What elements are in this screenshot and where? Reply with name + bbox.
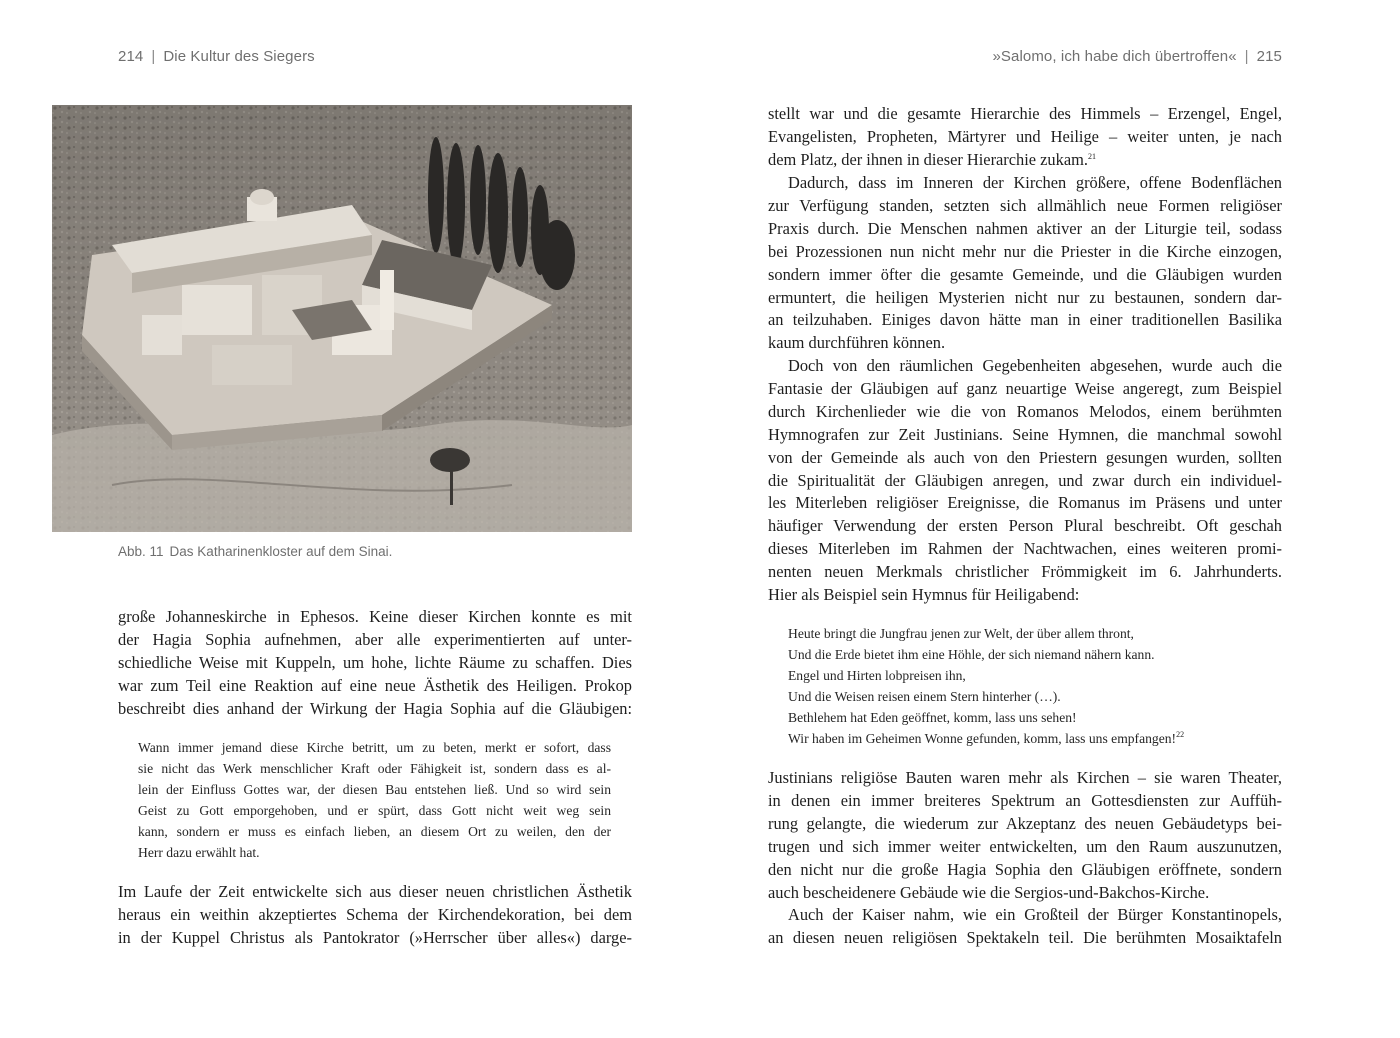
poem-line: Engel und Hirten lobpreisen ihn, — [788, 668, 966, 684]
right-column-para3 — [768, 355, 1282, 607]
text-line: Justinians religiöse Bauten waren mehr als Kirchen – sie waren Theater, — [768, 768, 1282, 787]
text-line: Doch von den räumlichen Gegebenheiten abgesehen, wurde auch die — [788, 356, 1282, 375]
text-line: an teilzuhaben. Einiges davon hätte man in einer traditionellen Basilika — [768, 310, 1282, 330]
monastery-photo — [52, 105, 632, 532]
text-line: stellt war und die gesamte Hierarchie des Himmels – Erzengel, Engel, — [768, 104, 1282, 123]
running-head-left — [118, 48, 315, 65]
poem-line: Heute bringt die Jungfrau jenen zur Welt, der über allem thront, — [788, 626, 1134, 641]
left-column-para2 — [118, 881, 632, 950]
right-column-poem — [788, 623, 1258, 750]
text-line: ermuntert, die heiligen Mysterien nicht nur zu bestaunen, sondern dar- — [768, 287, 1282, 307]
text-line: Hier als Beispiel sein Hymnus für Heiligabend: — [768, 585, 1080, 605]
running-head-right — [992, 48, 1282, 65]
text-line: kaum durchführen können. — [768, 333, 946, 353]
text-line: große Johanneskirche in Ephesos. Keine dieser Kirchen konnte es mit — [118, 607, 632, 626]
separator-bar: | — [1244, 48, 1249, 65]
text-line: an diesen neuen religiösen Spektakeln teil. Die berühmten Mosaiktafeln — [768, 927, 1282, 947]
right-column-para2 — [768, 172, 1282, 355]
quote-line: kann, sondern er muss es einfach lieben, an diesem Ort zu weilen, den der — [138, 824, 611, 840]
text-line: zur Verfügung standen, setzten sich allmählich neue Formen religiöser — [768, 195, 1282, 215]
text-line: in denen ein immer breiteres Spektrum an Gottesdiensten zur Auffüh- — [768, 790, 1282, 810]
text-line: der Hagia Sophia aufnehmen, aber alle experimentierten auf unter- — [118, 629, 632, 649]
text-line: rung gelangte, die wiederum zur Akzeptanz des neuen Gebäudetyps bei- — [768, 813, 1282, 833]
quote-line: lein der Einfluss Gottes war, der diesen Bau entstehen ließ. Und so wird sein — [138, 782, 611, 798]
poem-line-with-footnote — [788, 728, 1258, 749]
quote-line: Wann immer jemand diese Kirche betritt, um zu beten, merkt er sofort, dass — [138, 740, 611, 755]
poem-line: Und die Erde bietet ihm eine Höhle, der sich niemand nähern kann. — [788, 647, 1155, 663]
right-column-para5 — [768, 904, 1282, 950]
text-line: Evangelisten, Propheten, Märtyrer und Heilige – weiter unten, je nach — [768, 126, 1282, 146]
text-line: Auch der Kaiser nahm, wie ein Großteil der Bürger Konstantinopels, — [788, 905, 1282, 924]
text-line-with-footnote — [768, 149, 1282, 172]
text-line: nenten neuen Merkmals christlicher Frömmigkeit im 6. Jahrhunderts. — [768, 562, 1282, 582]
text-line: dieses Miterleben im Rahmen der Nachtwachen, eines weiteren promi- — [768, 539, 1282, 559]
text-line: Fantasie der Gläubigen auf ganz neuartige Weise angeregt, zum Beispiel — [768, 378, 1282, 398]
right-column-para1 — [768, 103, 1282, 172]
chapter-title-left: Die Kultur des Siegers — [163, 48, 315, 65]
text-line: die Spiritualität der Gläubigen anregen, und zwar durch ein individuel- — [768, 470, 1282, 490]
quote-line: Herr dazu erwählt hat. — [138, 845, 260, 861]
footnote-marker: 21 — [1087, 151, 1096, 161]
text-line: durch Kirchenlieder wie die von Romanos Melodos, einem berühmten — [768, 401, 1282, 421]
text-line: auch bescheidenere Gebäude wie die Sergios-und-Bakchos-Kirche. — [768, 882, 1210, 902]
text-line: beschreibt dies anhand der Wirkung der Hagia Sophia auf die Gläubigen: — [118, 698, 632, 718]
left-column-para1 — [118, 606, 632, 721]
separator-bar: | — [151, 48, 156, 65]
figure-caption — [118, 544, 392, 559]
left-column-quote — [138, 737, 611, 864]
text-line: häufiger Verwendung der ersten Person Plural beschreibt. Oft geschah — [768, 516, 1282, 536]
text-line: von der Gemeinde als auch von den Priestern gesungen wurden, sollten — [768, 447, 1282, 467]
text-line: Praxis durch. Die Menschen nahmen aktiver an der Liturgie teil, sodass — [768, 218, 1282, 238]
poem-line: Und die Weisen reisen einem Stern hinterher (…). — [788, 689, 1061, 705]
poem-line: Wir haben im Geheimen Wonne gefunden, komm, lass uns empfangen! — [788, 731, 1177, 747]
text-line: Dadurch, dass im Inneren der Kirchen größere, offene Bodenflächen — [788, 173, 1282, 192]
text-line: Hymnografen zur Zeit Justinians. Seine Hymnen, die manchmal sowohl — [768, 424, 1282, 444]
poem-line: Bethlehem hat Eden geöffnet, komm, lass uns sehen! — [788, 710, 1077, 726]
chapter-title-right: »Salomo, ich habe dich übertroffen« — [992, 48, 1237, 65]
text-line: den nicht nur die große Hagia Sophia den Gläubigen eröffnete, sondern — [768, 859, 1282, 879]
right-column-para4 — [768, 767, 1282, 904]
quote-line: sie nicht das Werk menschlicher Kraft oder Fähigkeit ist, sondern dass es al- — [138, 761, 611, 777]
text-line: war zum Teil eine Reaktion auf eine neue Ästhetik des Heiligen. Prokop — [118, 675, 632, 695]
quote-line: Geist zu Gott emporgehoben, und er spürt, dass Gott nicht weit weg sein — [138, 803, 611, 819]
text-line: les Miterleben religiöser Ereignisse, die Romanus im Präsens und unter — [768, 493, 1282, 513]
page-number-right: 215 — [1256, 48, 1282, 65]
text-line: heraus ein weithin akzeptiertes Schema der Kirchendekoration, bei dem — [118, 904, 632, 924]
text-line: Im Laufe der Zeit entwickelte sich aus dieser neuen christlichen Ästhetik — [118, 882, 632, 901]
text-line: in der Kuppel Christus als Pantokrator (»Herrscher über alles«) darge- — [118, 927, 632, 947]
footnote-marker: 22 — [1176, 730, 1185, 740]
page-number-left: 214 — [118, 48, 144, 65]
text-line: sondern immer öfter die gesamte Gemeinde, und die Gläubigen wurden — [768, 264, 1282, 284]
text-line: bei Prozessionen nun nicht mehr nur die Priester in die Kirche einzogen, — [768, 241, 1282, 261]
text-line: trugen und sich immer weiter entwickelten, um den Raum auszunutzen, — [768, 836, 1282, 856]
text-line: dem Platz, der ihnen in dieser Hierarchie zukam. — [768, 149, 1088, 169]
figure-caption-text: Das Katharinenkloster auf dem Sinai. — [169, 544, 393, 559]
figure-label: Abb. 11 — [118, 544, 164, 559]
text-line: schiedliche Weise mit Kuppeln, um hohe, lichte Räume zu schaffen. Dies — [118, 652, 632, 672]
